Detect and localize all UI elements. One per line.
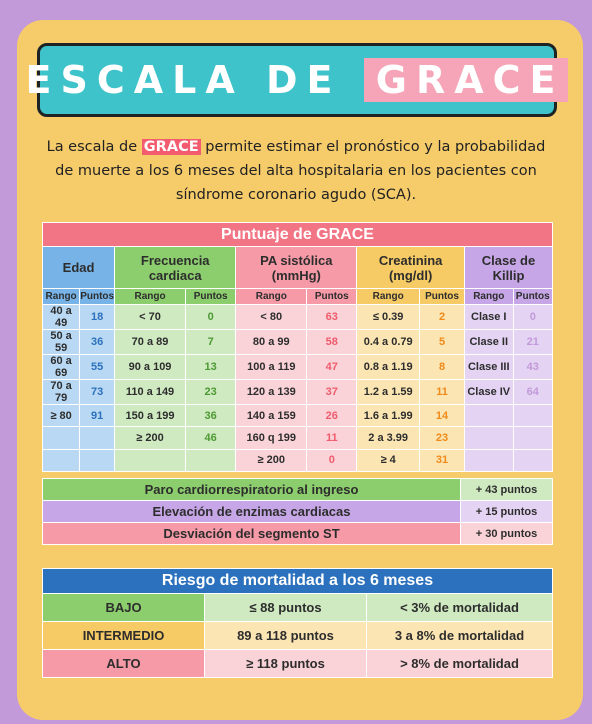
creatinina-points: 11 [420,380,465,405]
extra-row [43,501,553,523]
killip-range [465,427,514,449]
frecuencia-range: 90 a 109 [115,355,186,380]
subheader-range: Rango [236,289,307,305]
pa-range: 120 a 139 [236,380,307,405]
risk-mortality: > 8% de mortalidad [367,650,553,678]
header-edad: Edad [43,247,115,289]
risk-table-title: Riesgo de mortalidad a los 6 meses [43,569,553,594]
pa-range: 160 q 199 [236,427,307,449]
edad-range: 70 a 79 [43,380,80,405]
creatinina-points: 2 [420,305,465,330]
edad-points [80,427,115,449]
frecuencia-points: 23 [185,380,235,405]
creatinina-points: 31 [420,449,465,471]
creatinina-points: 8 [420,355,465,380]
pa-range: 80 a 99 [236,330,307,355]
edad-points [80,449,115,471]
score-table [42,222,553,472]
pa-range: 140 a 159 [236,405,307,427]
table-row [43,305,553,330]
creatinina-range: 1.2 a 1.59 [357,380,420,405]
killip-points: 43 [513,355,553,380]
table-row [43,355,553,380]
killip-points [513,427,553,449]
pa-points: 0 [307,449,357,471]
subheader-range: Rango [115,289,186,305]
killip-range: Clase IV [465,380,514,405]
frecuencia-points: 7 [185,330,235,355]
extra-value: + 43 puntos [461,479,553,501]
risk-level: BAJO [43,594,205,622]
creatinina-range: 2 a 3.99 [357,427,420,449]
subheader-points: Puntos [307,289,357,305]
creatinina-range: ≤ 0.39 [357,305,420,330]
frecuencia-points: 0 [185,305,235,330]
edad-points: 55 [80,355,115,380]
extra-label: Elevación de enzimas cardiacas [43,501,461,523]
pa-range: 100 a 119 [236,355,307,380]
frecuencia-range: 150 a 199 [115,405,186,427]
extra-value: + 15 puntos [461,501,553,523]
edad-points: 36 [80,330,115,355]
subheader-points: Puntos [513,289,553,305]
pa-points: 11 [307,427,357,449]
subheader-range: Rango [465,289,514,305]
killip-points [513,449,553,471]
subheader-range: Rango [357,289,420,305]
edad-points: 18 [80,305,115,330]
killip-range: Clase I [465,305,514,330]
table-row [43,449,553,471]
killip-points: 0 [513,305,553,330]
intro-paragraph [44,135,548,207]
header-killip: Clase de Killip [465,247,553,289]
subheader-points: Puntos [420,289,465,305]
pa-points: 58 [307,330,357,355]
table-row [43,330,553,355]
risk-points: ≤ 88 puntos [205,594,367,622]
pa-points: 26 [307,405,357,427]
pa-points: 47 [307,355,357,380]
risk-row [43,594,553,622]
frecuencia-range: ≥ 200 [115,427,186,449]
killip-range: Clase II [465,330,514,355]
risk-mortality: < 3% de mortalidad [367,594,553,622]
intro-highlight: GRACE [143,139,199,155]
killip-points: 21 [513,330,553,355]
header-creatinina: Creatinina (mg/dl) [357,247,465,289]
creatinina-range: 1.6 a 1.99 [357,405,420,427]
edad-range: 50 a 59 [43,330,80,355]
subheader-points: Puntos [185,289,235,305]
risk-table [42,568,553,678]
risk-points: 89 a 118 puntos [205,622,367,650]
subheader-range: Rango [43,289,80,305]
edad-range: 60 a 69 [43,355,80,380]
risk-level: INTERMEDIO [43,622,205,650]
title-highlight: GRACE [364,58,569,102]
table-row [43,380,553,405]
subheader-points: Puntos [80,289,115,305]
risk-points: ≥ 118 puntos [205,650,367,678]
frecuencia-points: 13 [185,355,235,380]
creatinina-range: ≥ 4 [357,449,420,471]
risk-level: ALTO [43,650,205,678]
creatinina-points: 14 [420,405,465,427]
edad-range: 40 a 49 [43,305,80,330]
header-frecuencia: Frecuencia cardiaca [115,247,236,289]
creatinina-points: 5 [420,330,465,355]
creatinina-range: 0.8 a 1.19 [357,355,420,380]
frecuencia-points: 36 [185,405,235,427]
intro-text-after: permite estimar el pronóstico y la probabilidad de muerte a los 6 meses del alta hospitalaria en los pacientes con síndrome coronario agudo (SCA). [55,139,546,203]
extra-label: Paro cardiorrespiratorio al ingreso [43,479,461,501]
intro-text-before: La escala de [46,139,142,155]
pa-points: 63 [307,305,357,330]
pa-range: < 80 [236,305,307,330]
frecuencia-range [115,449,186,471]
frecuencia-range: < 70 [115,305,186,330]
edad-range [43,449,80,471]
frecuencia-range: 110 a 149 [115,380,186,405]
table-row [43,427,553,449]
edad-points: 91 [80,405,115,427]
killip-range [465,405,514,427]
frecuencia-points: 46 [185,427,235,449]
frecuencia-range: 70 a 89 [115,330,186,355]
edad-range: ≥ 80 [43,405,80,427]
frecuencia-points [185,449,235,471]
creatinina-points: 23 [420,427,465,449]
pa-points: 37 [307,380,357,405]
killip-range: Clase III [465,355,514,380]
title-main: ESCALA DE [25,58,364,102]
table-row [43,405,553,427]
risk-mortality: 3 a 8% de mortalidad [367,622,553,650]
risk-row [43,650,553,678]
extra-label: Desviación del segmento ST [43,523,461,545]
extras-table [42,478,553,545]
edad-range [43,427,80,449]
killip-points: 64 [513,380,553,405]
killip-range [465,449,514,471]
score-table-title: Puntuaje de GRACE [43,223,553,247]
extra-row [43,479,553,501]
killip-points [513,405,553,427]
creatinina-range: 0.4 a 0.79 [357,330,420,355]
risk-row [43,622,553,650]
title-banner [25,43,565,117]
extra-row [43,523,553,545]
page-title [26,58,569,102]
edad-points: 73 [80,380,115,405]
pa-range: ≥ 200 [236,449,307,471]
extra-value: + 30 puntos [461,523,553,545]
header-pa: PA sistólica (mmHg) [236,247,357,289]
